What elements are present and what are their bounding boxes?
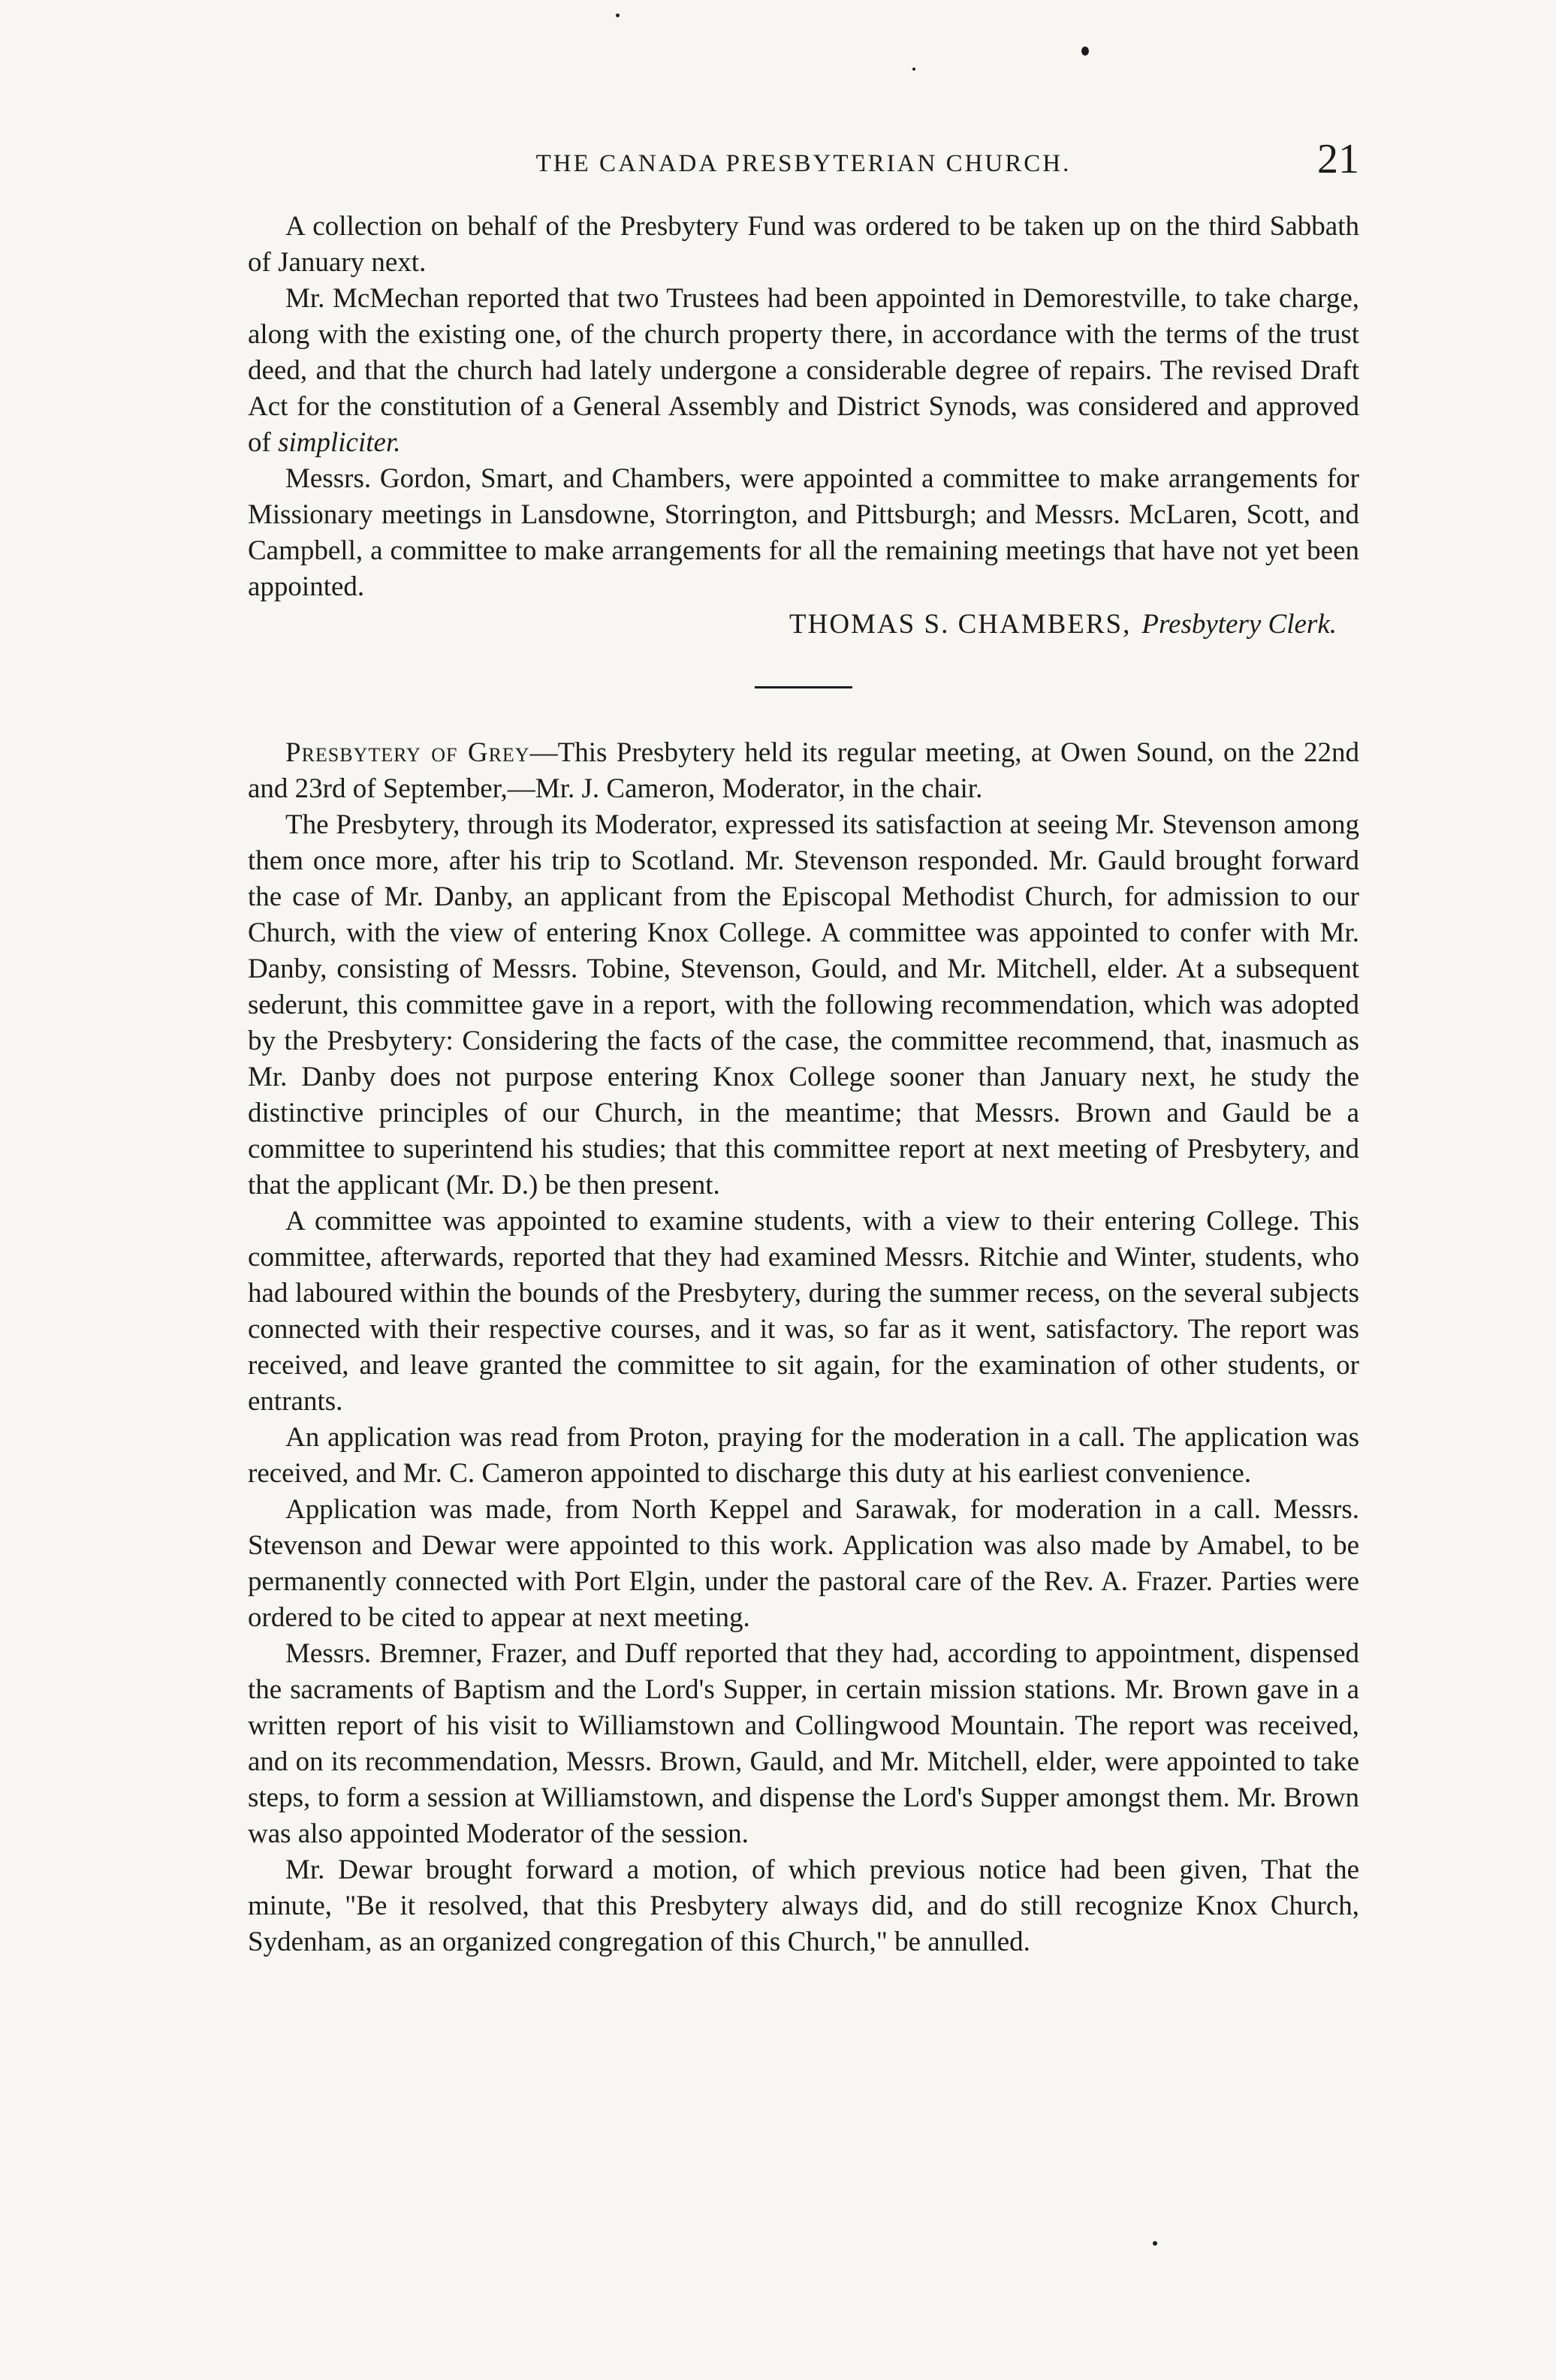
scan-speck — [1153, 2241, 1157, 2246]
running-head: THE CANADA PRESBYTERIAN CHURCH. — [535, 150, 1072, 177]
paragraph-text: Mr. McMechan reported that two Trustees had been appointed in Demorestville, to take charge, along with the existing one, of the church property there, in accordance with the terms of the trust deed, and that the church had lately undergone a considerable degree of repairs. The revised Draft Act for the constitution of a General Assembly and District Synods, was considered and approved of — [248, 283, 1359, 458]
page-header — [248, 128, 1359, 188]
section-heading: Presbytery of Grey — [285, 737, 530, 768]
paragraph: The Presbytery, through its Moderator, expressed its satisfaction at seeing Mr. Stevenson among them once more, after his trip to Scotland. Mr. Stevenson responded. Mr. Gauld brought forward the case of Mr. Danby, an applicant from the Episcopal Methodist Church, for admission to our Church, with the view of entering Knox College. A committee was appointed to confer with Mr. Danby, consisting of Messrs. Tobine, Stevenson, Gould, and Mr. Mitchell, elder. At a subsequent sederunt, this committee gave in a report, with the following recommendation, which was adopted by the Presbytery: Considering the facts of the case, the committee recommend, that, inasmuch as Mr. Danby does not purpose entering Knox College sooner than January next, he study the distinctive principles of our Church, in the meantime; that Messrs. Brown and Gauld be a committee to superintend his studies; that this committee report at next meeting of Presbytery, and that the applicant (Mr. D.) be then present. — [248, 809, 1359, 1201]
grey-report — [248, 735, 1359, 1960]
paragraph — [248, 735, 1359, 807]
scan-speck — [912, 68, 915, 71]
paragraph: Application was made, from North Keppel and Sarawak, for moderation in a call. Messrs. Stevenson and Dewar were appointed to this work. Application was also made by Amabel, to be permanently connected with Port Elgin, under the pastoral care of the Rev. A. Frazer. Parties were ordered to be cited to appear at next meeting. — [248, 1494, 1359, 1633]
page-number: 21 — [1317, 136, 1359, 182]
document-page — [248, 128, 1359, 1960]
scan-speck — [616, 14, 620, 17]
paragraph: An application was read from Proton, praying for the moderation in a call. The application was received, and Mr. C. Cameron appointed to discharge this duty at his earliest convenience. — [248, 1422, 1359, 1489]
paragraph: A committee was appointed to examine students, with a view to their entering College. This committee, afterwards, reported that they had examined Messrs. Ritchie and Winter, students, who had laboured within the bounds of the Presbytery, during the summer recess, on the several subjects connected with their respective courses, and it was, so far as it went, satisfactory. The report was received, and leave granted the committee to sit again, for the examination of other students, or entrants. — [248, 1206, 1359, 1417]
paragraph — [248, 281, 1359, 461]
paragraph: Messrs. Bremner, Frazer, and Duff reported that they had, according to appointment, dispensed the sacraments of Baptism and the Lord's Supper, in certain mission stations. Mr. Brown gave in a written report of his visit to Williamstown and Collingwood Mountain. The report was received, and on its recommendation, Messrs. Brown, Gauld, and Mr. Mitchell, elder, were appointed to take steps, to form a session at Williamstown, and dispense the Lord's Supper amongst them. Mr. Brown was also appointed Moderator of the session. — [248, 1638, 1359, 1849]
signature-name: THOMAS S. CHAMBERS, — [789, 609, 1132, 640]
paragraph-text: —This Presbytery held its regular meeting, at Owen Sound, on the 22nd and 23rd of September,—Mr. J. Cameron, Moderator, in the chair. — [248, 737, 1359, 804]
paragraph: Messrs. Gordon, Smart, and Chambers, were appointed a committee to make arrangements for Missionary meetings in Lansdowne, Storrington, and Pittsburgh; and Messrs. McLaren, Scott, and Campbell, a committee to make arrangements for all the remaining meetings that have not yet been appointed. — [248, 463, 1359, 602]
paragraph: A collection on behalf of the Presbytery Fund was ordered to be taken up on the third Sabbath of January next. — [248, 211, 1359, 278]
scan-speck — [1081, 47, 1089, 56]
italic-term: simpliciter. — [278, 427, 401, 458]
signature-role: Presbytery Clerk. — [1141, 609, 1337, 640]
section-divider — [755, 686, 852, 688]
paragraph: Mr. Dewar brought forward a motion, of which previous notice had been given, That the minute, "Be it resolved, that this Presbytery always did, and do still recognize Knox Church, Sydenham, as an organized congregation of this Church," be annulled. — [248, 1854, 1359, 1957]
signature — [248, 607, 1359, 643]
kingston-report — [248, 209, 1359, 643]
